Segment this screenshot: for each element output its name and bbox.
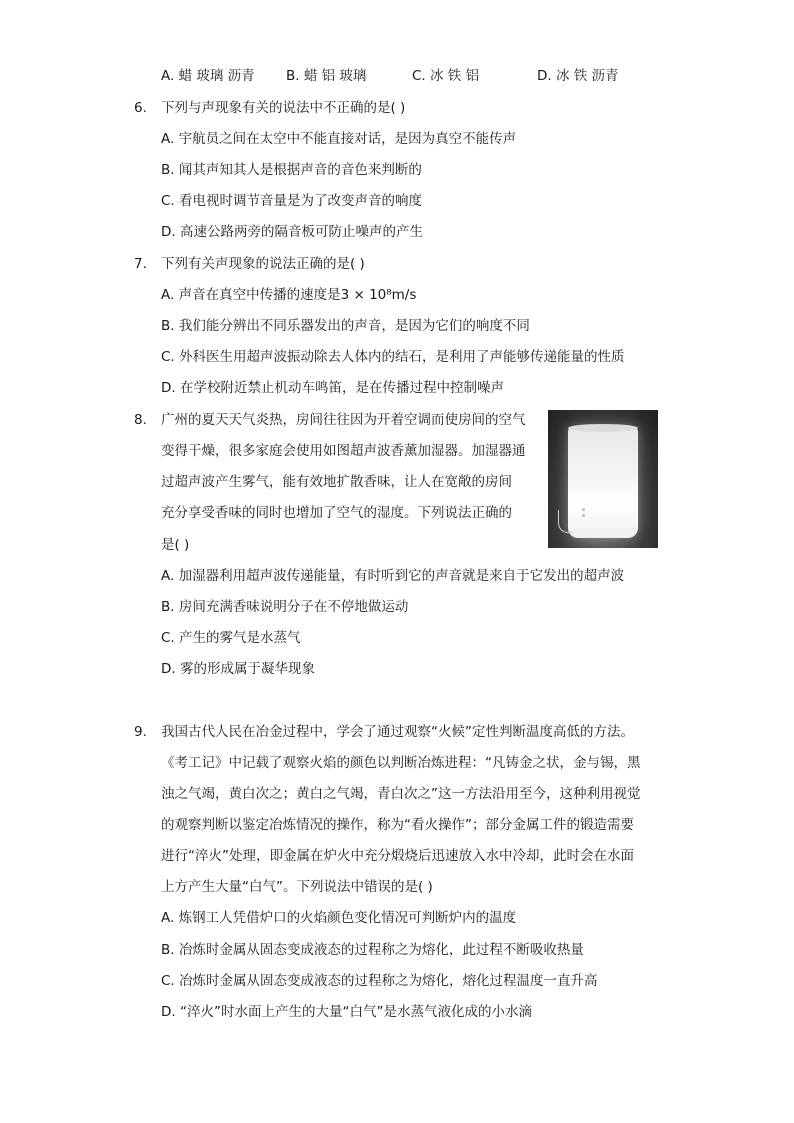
q5-option-d: D. 冰 铁 沥青 — [537, 68, 619, 84]
question-stem-line: 充分享受香味的同时也增加了空气的湿度。下列说法正确的 — [161, 505, 512, 521]
q5-option-a: A. 蜡 玻璃 沥青 — [161, 68, 255, 84]
question-stem-line: 《考工记》中记载了观察火焰的颜色以判断冶炼进程：“凡铸金之状，金与锡，黑 — [161, 755, 641, 771]
power-cord — [558, 510, 573, 533]
q5-option-c: C. 冰 铁 铝 — [412, 68, 480, 84]
humidifier-lid — [568, 424, 638, 432]
option-d: D. 在学校附近禁止机动车鸣笛，是在传播过程中控制噪声 — [161, 380, 504, 396]
humidifier-button — [582, 508, 585, 511]
question-number: 9. — [134, 724, 147, 740]
question-stem: 下列与声现象有关的说法中不正确的是( ) — [161, 100, 406, 116]
humidifier-photo — [548, 410, 658, 548]
option-d: D. 高速公路两旁的隔音板可防止噪声的产生 — [161, 224, 423, 240]
question-number: 7. — [134, 256, 147, 272]
option-c: C. 产生的雾气是水蒸气 — [161, 630, 301, 646]
option-b: B. 闻其声知其人是根据声音的音色来判断的 — [161, 162, 422, 178]
q5-option-b: B. 蜡 铝 玻璃 — [286, 68, 367, 84]
question-stem-line: 变得干燥，很多家庭会使用如图超声波香薰加湿器。加湿器通 — [161, 443, 526, 459]
question-stem-line: 过超声波产生雾气，能有效地扩散香味，让人在宽敞的房间 — [161, 474, 512, 490]
question-stem: 下列有关声现象的说法正确的是( ) — [161, 256, 365, 272]
question-number: 8. — [134, 412, 147, 428]
option-a: A. 炼钢工人凭借炉口的火焰颜色变化情况可判断炉内的温度 — [161, 910, 517, 926]
question-stem-line: 进行“淬火”处理，即金属在炉火中充分煅烧后迅速放入水中冷却，此时会在水面 — [161, 848, 634, 864]
option-c: C. 外科医生用超声波振动除去人体内的结石，是利用了声能够传递能量的性质 — [161, 349, 625, 365]
question-stem-line: 的观察判断以鉴定冶炼情况的操作，称为“看火操作”；部分金属工件的锻造需要 — [161, 817, 634, 833]
option-d: D. “淬火”时水面上产生的大量“白气”是水蒸气液化成的小水滴 — [161, 1004, 532, 1020]
option-b: B. 冶炼时金属从固态变成液态的过程称之为熔化，此过程不断吸收热量 — [161, 942, 584, 958]
option-a: A. 声音在真空中传播的速度是3 × 10⁸m/s — [161, 287, 417, 303]
question-stem-line: 我国古代人民在冶金过程中，学会了通过观察“火候”定性判断温度高低的方法。 — [161, 724, 634, 740]
question-stem-line: 是( ) — [161, 537, 190, 553]
option-c: C. 冶炼时金属从固态变成液态的过程称之为熔化，熔化过程温度一直升高 — [161, 973, 598, 989]
question-number: 6. — [134, 100, 147, 116]
option-a: A. 加湿器利用超声波传递能量，有时听到它的声音就是来自于它发出的超声波 — [161, 568, 625, 584]
option-a: A. 宇航员之间在太空中不能直接对话，是因为真空不能传声 — [161, 131, 517, 147]
option-c: C. 看电视时调节音量是为了改变声音的响度 — [161, 193, 423, 209]
question-stem-line: 广州的夏天天气炎热，房间往往因为开着空调而使房间的空气 — [161, 412, 526, 428]
option-b: B. 房间充满香味说明分子在不停地做运动 — [161, 599, 409, 615]
humidifier-button — [582, 514, 585, 517]
option-d: D. 雾的形成属于凝华现象 — [161, 661, 315, 677]
question-stem-line: 上方产生大量“白气”。下列说法中错误的是( ) — [161, 879, 433, 895]
humidifier-body — [568, 426, 638, 538]
option-b: B. 我们能分辨出不同乐器发出的声音，是因为它们的响度不同 — [161, 318, 530, 334]
question-stem-line: 浊之气竭，黄白次之；黄白之气竭，青白次之”这一方法沿用至今，这种利用视觉 — [161, 786, 641, 802]
